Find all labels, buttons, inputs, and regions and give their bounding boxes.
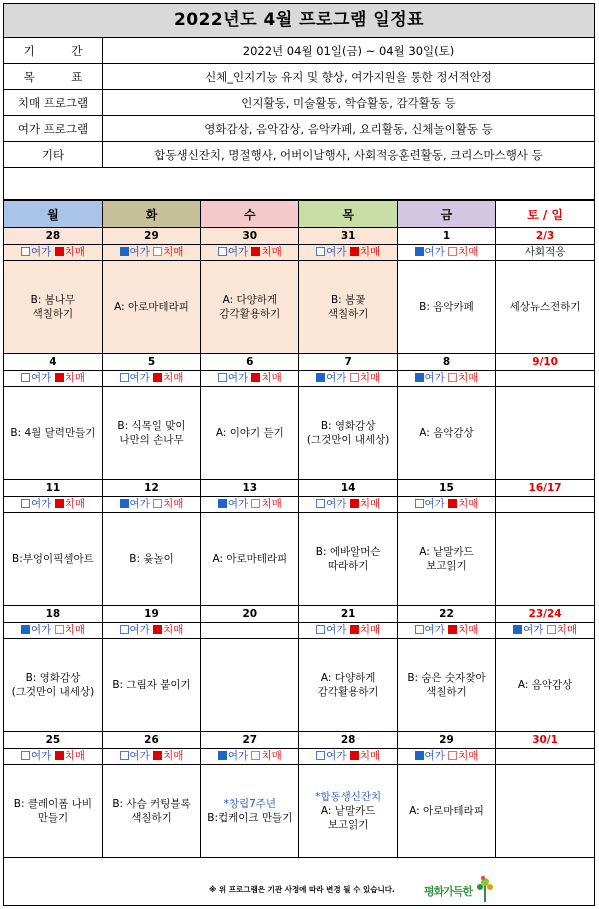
checkbox-icon [316,625,325,634]
info-label: 여가 프로그램 [4,116,103,142]
checkbox-icon [120,499,129,508]
dementia-label: 치매 [163,624,184,637]
dementia-label: 치매 [556,624,578,637]
date-row [4,228,594,245]
leisure-label: 여가 [129,246,150,259]
activity-line: B: 그림자 붙이기 [112,678,191,691]
leisure-label: 여가 [424,372,445,385]
checkbox-icon [120,373,129,382]
date-cell: 28 [4,228,102,245]
dementia-label: 치매 [163,372,184,385]
checkbox-icon [547,625,556,634]
activity-cell [4,513,102,606]
activity-line: A: 다양하게 [320,671,376,684]
activity-row [4,387,594,480]
dementia-label: 치매 [64,624,85,637]
activity-line: A: 아로마테라피 [212,552,288,565]
activity-line: 세상뉴스전하기 [509,300,581,313]
activity-row [4,513,594,606]
date-cell: 30/1 [496,732,594,749]
checkbox-icon [415,373,424,382]
checkbox-icon [350,247,359,256]
activity-cell [201,639,299,732]
activity-line: 보고읽기 [327,819,369,832]
leisure-label: 여가 [30,624,52,637]
activity-line: 감각활용하기 [317,686,379,698]
checkbox-icon [55,625,64,634]
mark-row [4,749,594,765]
info-row [4,116,594,142]
category-mark [496,371,594,387]
checkbox-icon [153,247,162,256]
activity-line: B: 봄꽃 [330,293,366,306]
activity-row [4,765,594,858]
category-mark [397,623,495,639]
checkbox-icon [316,751,325,760]
activity-line: A: 아로마테라피 [114,300,189,313]
mark-row [4,623,594,639]
activity-cell [397,261,495,354]
activity-line: 색칠하기 [327,308,369,320]
activity-cell [102,261,200,354]
dementia-label: 치매 [64,750,85,763]
activity-cell [102,639,200,732]
activity-line: B: 윷놀이 [129,552,174,565]
dementia-label: 치매 [458,498,479,511]
category-mark [4,245,102,261]
activity-cell [201,387,299,480]
date-cell: 16/17 [496,480,594,497]
activity-cell [397,513,495,606]
category-mark [299,371,397,387]
activity-line: B: 봄나무 [30,293,76,306]
category-mark [299,245,397,261]
leisure-label: 여가 [227,246,249,259]
date-cell: 4 [4,354,102,371]
category-mark [397,497,495,513]
date-cell: 29 [102,228,200,245]
activity-line: B: 4월 달력만들기 [10,426,96,439]
footer [4,872,594,906]
checkbox-icon [316,499,325,508]
checkbox-icon [350,625,359,634]
checkbox-icon [350,373,359,382]
category-mark [201,749,299,765]
activity-line: A: 음악감상 [419,426,474,439]
checkbox-icon [120,625,129,634]
info-label: 치매 프로그램 [4,90,103,116]
dementia-label: 치매 [458,246,479,259]
page-title: 2022년도 4월 프로그램 일정표 [4,4,594,38]
checkbox-icon [415,499,424,508]
info-row [4,142,594,168]
date-cell: 6 [201,354,299,371]
activity-line: B: 영화감상 [320,419,376,432]
activity-cell [4,639,102,732]
checkbox-icon [251,247,260,256]
info-label: 기 간 [4,38,103,64]
leisure-label: 여가 [424,498,445,511]
dementia-label: 치매 [359,750,381,763]
category-mark [102,245,200,261]
category-mark [4,371,102,387]
date-cell: 7 [299,354,397,371]
date-cell: 22 [397,606,495,623]
date-row [4,732,594,749]
activity-cell [4,387,102,480]
checkbox-icon [55,247,64,256]
checkbox-icon [350,751,359,760]
info-value: 인지활동, 미술활동, 학습활동, 감각활동 등 [103,90,595,116]
activity-line: A: 이야기 듣기 [215,426,284,439]
activity-line: 보고읽기 [426,560,467,572]
dementia-label: 치매 [359,246,381,259]
info-table [4,38,594,168]
info-label: 기타 [4,142,103,168]
checkbox-icon [120,751,129,760]
category-mark [4,623,102,639]
date-row [4,354,594,371]
dementia-label: 치매 [163,498,184,511]
day-header: 토 / 일 [496,201,594,228]
tree-logo-icon [475,875,495,903]
activity-line: B: 사슴 커팅블록 [112,797,191,810]
date-cell: 2/3 [496,228,594,245]
checkbox-icon [21,625,30,634]
checkbox-icon [218,499,227,508]
activity-cell [496,513,594,606]
dementia-label: 치매 [261,372,282,385]
checkbox-icon [448,373,457,382]
dementia-label: 치매 [458,624,479,637]
date-cell: 26 [102,732,200,749]
date-cell: 13 [201,480,299,497]
checkbox-icon [218,751,227,760]
checkbox-icon [55,751,64,760]
activity-line: B: 음악카페 [419,300,474,313]
date-cell: 20 [201,606,299,623]
date-cell: 19 [102,606,200,623]
leisure-label: 여가 [523,624,544,637]
leisure-label: 여가 [326,624,347,637]
dementia-label: 치매 [163,246,184,259]
activity-cell [299,387,397,480]
activity-line: 나만의 손나무 [119,434,184,446]
leisure-label: 여가 [227,750,249,763]
activity-row [4,261,594,354]
event-note: *합동생신잔치 [315,790,382,803]
leisure-label: 여가 [227,372,249,385]
mark-row [4,371,594,387]
date-row [4,606,594,623]
checkbox-icon [120,247,129,256]
activity-cell [102,765,200,858]
activity-line: 만들기 [37,812,69,824]
date-cell: 9/10 [496,354,594,371]
dementia-label: 치매 [261,750,282,763]
category-mark [201,623,299,639]
leisure-label: 여가 [129,372,150,385]
activity-line: 색칠하기 [426,686,467,698]
activity-cell [496,387,594,480]
leisure-label: 여가 [129,750,150,763]
activity-cell [397,765,495,858]
checkbox-icon [415,751,424,760]
date-cell: 29 [397,732,495,749]
info-row [4,38,594,64]
mark-row [4,245,594,261]
dementia-label: 치매 [261,498,282,511]
calendar-table [4,200,594,858]
leisure-label: 여가 [326,372,347,385]
activity-line: 따라하기 [327,560,369,572]
dementia-label: 치매 [359,498,381,511]
activity-cell [102,387,200,480]
activity-cell [299,513,397,606]
mark-row [4,497,594,513]
category-mark: 사회적응 [496,245,594,261]
checkbox-icon [513,625,522,634]
checkbox-icon [350,499,359,508]
checkbox-icon [448,247,457,256]
category-mark [496,749,594,765]
leisure-label: 여가 [424,624,445,637]
date-cell: 21 [299,606,397,623]
logo [422,875,497,903]
info-value: 신체_인지기능 유지 및 향상, 여가지원을 통한 정서적안정 [103,64,595,90]
category-mark [4,749,102,765]
date-cell: 25 [4,732,102,749]
checkbox-icon [316,247,325,256]
info-row [4,64,594,90]
checkbox-icon [415,625,424,634]
info-label: 목 표 [4,64,103,90]
date-cell: 5 [102,354,200,371]
dementia-label: 치매 [64,246,85,259]
activity-cell [397,387,495,480]
category-mark [299,749,397,765]
activity-line: A: 낱말카드 [419,545,474,558]
dementia-label: 치매 [458,750,479,763]
leisure-label: 여가 [129,624,150,637]
event-note: *창립7주년 [223,797,277,810]
activity-line: B: 숨은 숫자찾아 [407,671,486,684]
category-mark [496,623,594,639]
activity-cell [201,765,299,858]
checkbox-icon [316,373,325,382]
leisure-label: 여가 [30,372,52,385]
checkbox-icon [55,499,64,508]
category-mark [102,623,200,639]
category-mark [201,371,299,387]
checkbox-icon [218,373,227,382]
activity-line: B:컵케이크 만들기 [207,812,293,824]
blank-row [4,170,594,200]
logo-text: 평화가득한 [424,885,473,898]
activity-cell [201,261,299,354]
footnote: ※ 위 프로그램은 기관 사정에 따라 변경 될 수 있습니다. [209,885,395,894]
activity-line: (그것만이 내세상) [306,434,390,446]
activity-line: A: 낱말카드 [320,804,376,817]
activity-cell [397,639,495,732]
date-cell: 27 [201,732,299,749]
activity-line: 색칠하기 [131,812,172,824]
checkbox-icon [251,751,260,760]
checkbox-icon [153,373,162,382]
activity-row [4,639,594,732]
checkbox-icon [448,625,457,634]
activity-cell [496,261,594,354]
category-mark [102,371,200,387]
activity-line: (그것만이 내세상) [11,686,95,698]
info-row [4,90,594,116]
activity-line: 색칠하기 [32,308,74,320]
activity-line: B: 클레이폼 나비 [13,797,93,810]
checkbox-icon [21,247,30,256]
checkbox-icon [21,373,30,382]
category-mark [102,497,200,513]
leisure-label: 여가 [326,750,347,763]
day-header: 월 [4,201,102,228]
checkbox-icon [153,751,162,760]
activity-cell [102,513,200,606]
checkbox-icon [55,373,64,382]
category-mark [496,497,594,513]
checkbox-icon [415,247,424,256]
schedule-page [3,3,595,906]
activity-cell [299,765,397,858]
category-mark [397,371,495,387]
info-value: 합동생신잔치, 명절행사, 어버이날행사, 사회적응훈련활동, 크리스마스행사 등 [103,142,595,168]
day-header: 수 [201,201,299,228]
activity-cell [496,765,594,858]
leisure-label: 여가 [129,498,150,511]
leisure-label: 여가 [30,750,52,763]
category-mark [102,749,200,765]
category-mark [299,623,397,639]
activity-cell [496,639,594,732]
category-mark [397,245,495,261]
activity-line: A: 다양하게 [222,293,278,306]
dementia-label: 치매 [359,624,381,637]
category-mark [201,497,299,513]
activity-line: B: 에바알머슨 [315,545,381,558]
activity-cell [4,765,102,858]
activity-cell [201,513,299,606]
leisure-label: 여가 [30,498,52,511]
activity-cell [299,261,397,354]
date-cell: 31 [299,228,397,245]
day-header: 목 [299,201,397,228]
dementia-label: 치매 [458,372,479,385]
checkbox-icon [448,751,457,760]
checkbox-icon [21,499,30,508]
category-mark [201,245,299,261]
leisure-label: 여가 [326,246,347,259]
leisure-label: 여가 [326,498,347,511]
checkbox-icon [251,373,260,382]
activity-cell [4,261,102,354]
day-header: 금 [397,201,495,228]
checkbox-icon [251,499,260,508]
date-cell: 30 [201,228,299,245]
leisure-label: 여가 [424,246,445,259]
activity-cell [299,639,397,732]
date-cell: 23/24 [496,606,594,623]
dementia-label: 치매 [359,372,381,385]
activity-line: 감각활용하기 [219,308,281,320]
date-cell: 28 [299,732,397,749]
leisure-label: 여가 [30,246,52,259]
dementia-label: 치매 [163,750,184,763]
date-cell: 15 [397,480,495,497]
date-cell: 14 [299,480,397,497]
dementia-label: 치매 [64,372,85,385]
activity-line: B: 영화감상 [25,671,81,684]
category-mark [397,749,495,765]
leisure-label: 여가 [424,750,445,763]
date-cell: 12 [102,480,200,497]
date-cell: 8 [397,354,495,371]
date-cell: 18 [4,606,102,623]
leisure-label: 여가 [227,498,249,511]
dementia-label: 치매 [64,498,85,511]
category-mark [299,497,397,513]
date-row [4,480,594,497]
info-value: 2022년 04월 01일(금) ~ 04월 30일(토) [103,38,595,64]
activity-line: A: 아로마테라피 [409,804,484,817]
activity-line: B:부엉이픽셀아트 [12,552,94,565]
activity-line: B: 식목일 맞이 [117,419,186,432]
category-mark [4,497,102,513]
day-header: 화 [102,201,200,228]
checkbox-icon [218,247,227,256]
date-cell: 11 [4,480,102,497]
checkbox-icon [448,499,457,508]
checkbox-icon [21,751,30,760]
dementia-label: 치매 [261,246,282,259]
date-cell: 1 [397,228,495,245]
checkbox-icon [153,625,162,634]
checkbox-icon [153,499,162,508]
info-value: 영화감상, 음악감상, 음악카페, 요리활동, 신체놀이활동 등 [103,116,595,142]
activity-line: A: 음악감상 [517,678,573,691]
